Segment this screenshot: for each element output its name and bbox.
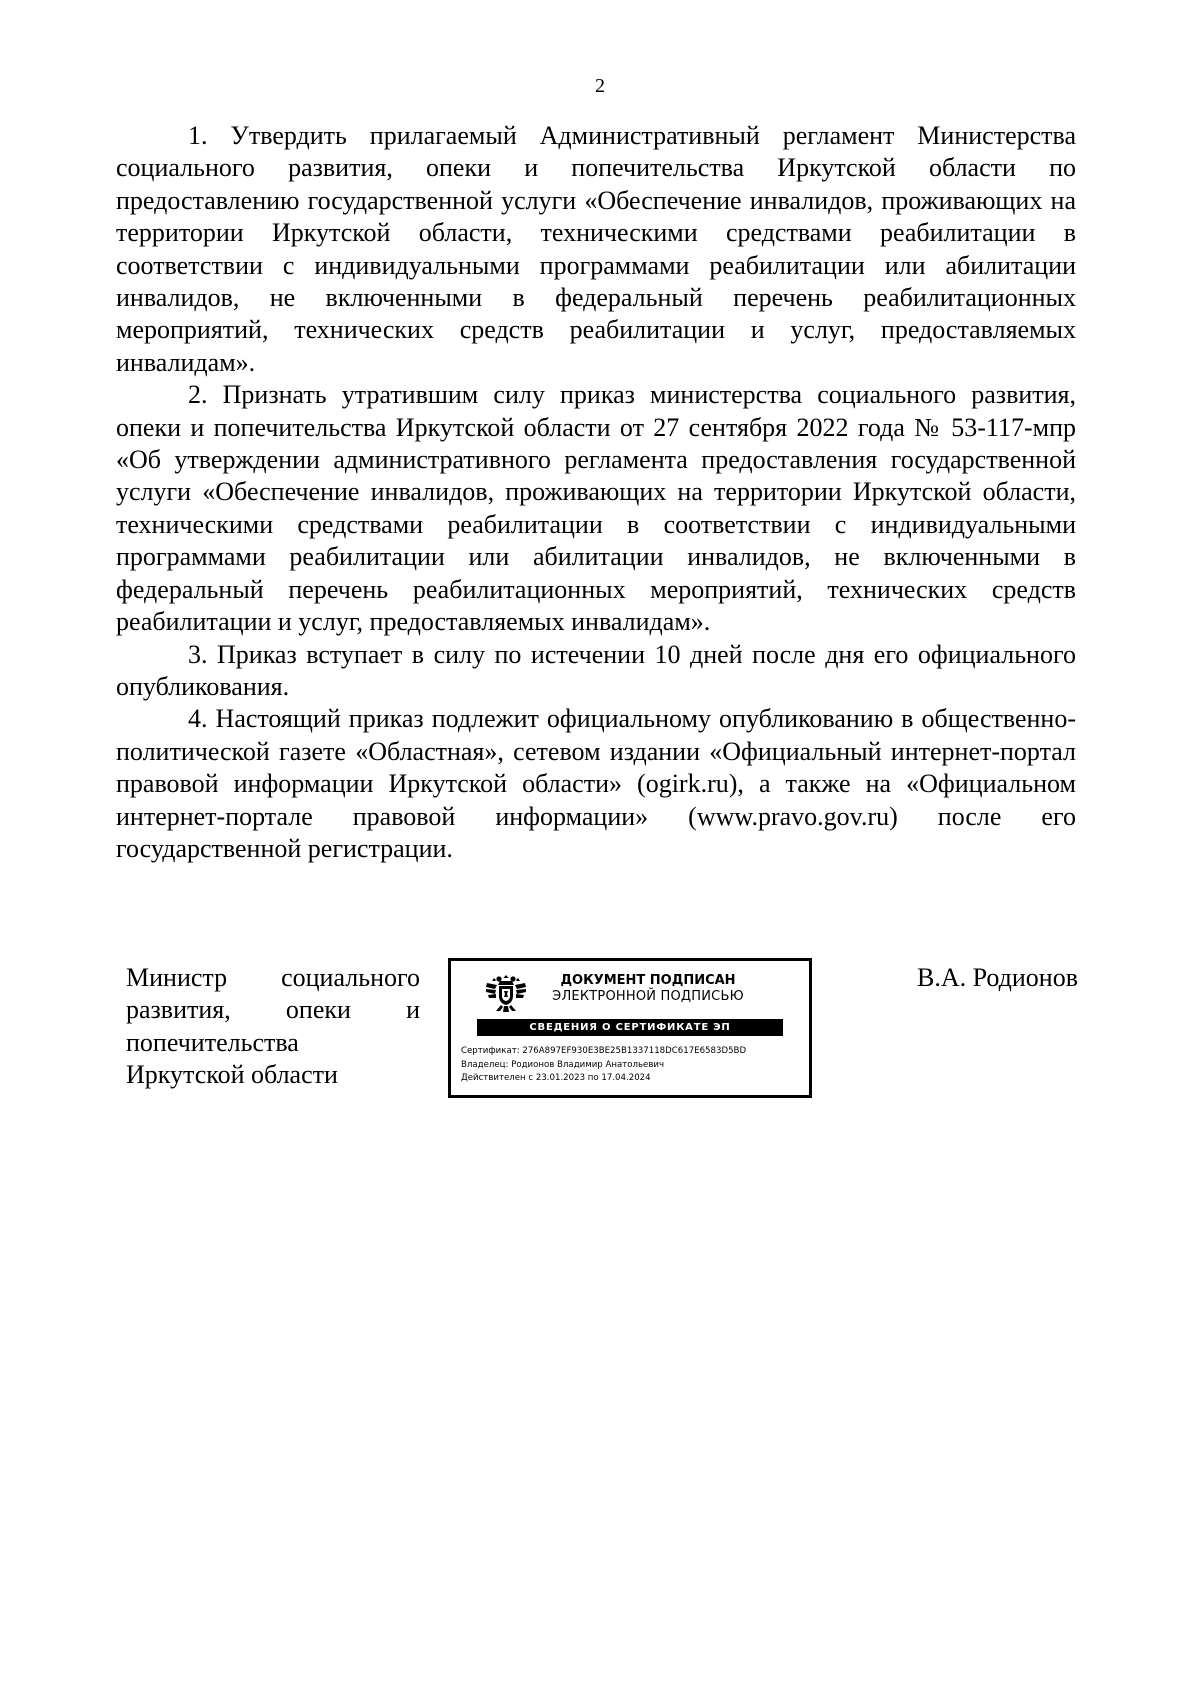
certificate-details: [461, 1045, 809, 1086]
order-body: [116, 120, 1076, 865]
certificate-owner: Владелец: Родионов Владимир Анатольевич: [461, 1059, 665, 1070]
certificate-validity: Действителен с 23.01.2023 по 17.04.2024: [461, 1073, 651, 1084]
signer-name: В.А. Родионов: [916, 963, 1078, 992]
stamp-heading-line1: ДОКУМЕНТ ПОДПИСАН: [560, 973, 736, 988]
coat-of-arms-icon: [483, 969, 529, 1015]
stamp-heading: [535, 973, 761, 1005]
paragraph-1: 1. Утвердить прилагаемый Административный регламент Министерства социального развития, опеки и попечительства Иркутской области по предоставлению государственной услуги «Обеспечение инвалидов, проживающих на территории Иркутской области, техническими средствами реабилитации в соответствии с индивидуальными программами реабилитации или абилитации инвалидов, не включенными в федеральный перечень реабилитационных мероприятий, технических средств реабилитации и услуг, предоставляемых инвалидам».: [116, 121, 1076, 377]
page-number: 2: [595, 75, 605, 97]
paragraph-2: 2. Признать утратившим силу приказ министерства социального развития, опеки и попечительства Иркутской области от 27 сентября 2022 года № 53-117-мпр «Об утверждении административного регламента предоставления государственной услуги «Обеспечение инвалидов, проживающих на территории Иркутской области, техническими средствами реабилитации в соответствии с индивидуальными программами реабилитации или абилитации инвалидов, не включенными в федеральный перечень реабилитационных мероприятий, технических средств реабилитации и услуг, предоставляемых инвалидам».: [116, 380, 1076, 637]
certificate-serial: Сертификат: 276A897EF930E3BE25B1337118DC617E6583D5BD: [461, 1046, 747, 1056]
signature-block: [0, 962, 1200, 1112]
electronic-signature-stamp: [448, 958, 812, 1098]
signer-title-line: Министр социального: [126, 963, 420, 992]
certificate-info-bar: СВЕДЕНИЯ О СЕРТИФИКАТЕ ЭП: [477, 1019, 783, 1036]
signer-title-line: попечительства: [126, 1027, 299, 1057]
signer-title-line: Иркутской области: [126, 1060, 338, 1090]
signer-title: [126, 962, 420, 1092]
paragraph-4: 4. Настоящий приказ подлежит официальному опубликованию в общественно-политической газете «Областная», сетевом издании «Официальный интернет-портал правовой информации Иркутской области» (ogirk.ru), а также на «Официальном интернет-портале правовой информации» (www.pravo.gov.ru) после его государственной регистрации.: [116, 704, 1076, 863]
stamp-heading-line2: ЭЛЕКТРОННОЙ ПОДПИСЬЮ: [552, 989, 744, 1004]
paragraph-3: 3. Приказ вступает в силу по истечении 10 дней после дня его официального опубликования.: [116, 639, 1076, 701]
signer-title-line: развития, опеки и: [126, 995, 420, 1025]
